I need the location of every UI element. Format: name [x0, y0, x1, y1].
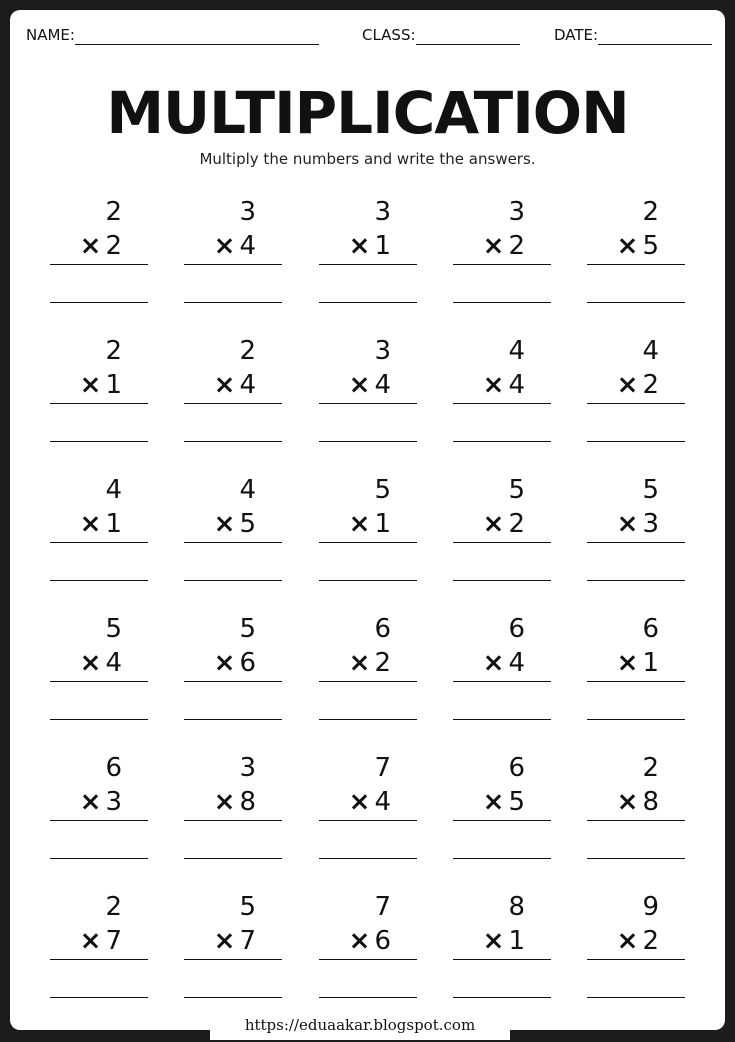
multiplier-row [214, 926, 256, 956]
times-sign: × [482, 231, 505, 261]
answer-line[interactable] [453, 441, 551, 442]
multiplier: 2 [374, 648, 391, 678]
multiplier: 8 [239, 787, 256, 817]
times-sign: × [616, 787, 639, 817]
multiplier-row [617, 926, 659, 956]
multiplier: 2 [642, 370, 659, 400]
equals-rule [184, 820, 282, 821]
multiplier-row [483, 648, 525, 678]
multiplier-row [214, 370, 256, 400]
answer-line[interactable] [50, 997, 148, 998]
answer-line[interactable] [453, 719, 551, 720]
multiplicand: 3 [239, 197, 256, 227]
multiplicand: 4 [105, 475, 122, 505]
multiplier-row [80, 509, 122, 539]
multiplier: 6 [374, 926, 391, 956]
equals-rule [184, 264, 282, 265]
multiplier: 1 [374, 509, 391, 539]
answer-line[interactable] [587, 441, 685, 442]
multiplicand: 7 [374, 892, 391, 922]
page-title: MULTIPLICATION [106, 79, 629, 147]
multiplier: 1 [642, 648, 659, 678]
multiplier-row [483, 926, 525, 956]
problem-item [453, 336, 551, 456]
problem-item [587, 475, 685, 595]
problem-item [453, 892, 551, 1012]
equals-rule [319, 403, 417, 404]
answer-line[interactable] [50, 719, 148, 720]
multiplicand: 9 [642, 892, 659, 922]
multiplicand: 6 [374, 614, 391, 644]
equals-rule [587, 542, 685, 543]
times-sign: × [348, 370, 371, 400]
problem-item [50, 753, 148, 873]
class-label: CLASS: [362, 26, 416, 44]
multiplier-row [483, 509, 525, 539]
multiplicand: 3 [508, 197, 525, 227]
multiplier-row [617, 787, 659, 817]
problem-item [184, 197, 282, 317]
equals-rule [319, 959, 417, 960]
equals-rule [50, 542, 148, 543]
times-sign: × [213, 509, 236, 539]
multiplier: 1 [105, 370, 122, 400]
answer-line[interactable] [319, 441, 417, 442]
multiplier-row [349, 648, 391, 678]
answer-line[interactable] [184, 580, 282, 581]
multiplier: 7 [239, 926, 256, 956]
times-sign: × [616, 926, 639, 956]
multiplicand: 4 [642, 336, 659, 366]
problem-item [50, 614, 148, 734]
multiplier-row [483, 787, 525, 817]
answer-line[interactable] [184, 441, 282, 442]
answer-line[interactable] [319, 719, 417, 720]
multiplicand: 4 [508, 336, 525, 366]
problem-item [50, 336, 148, 456]
name-label: NAME: [26, 26, 75, 44]
equals-rule [319, 264, 417, 265]
multiplier: 4 [508, 648, 525, 678]
multiplier-row [349, 370, 391, 400]
times-sign: × [616, 231, 639, 261]
problem-item [587, 892, 685, 1012]
multiplier-row [349, 509, 391, 539]
multiplier: 1 [508, 926, 525, 956]
multiplier: 7 [105, 926, 122, 956]
multiplicand: 3 [374, 197, 391, 227]
multiplier: 4 [374, 370, 391, 400]
multiplier-row [214, 648, 256, 678]
problem-item [587, 753, 685, 873]
problem-item [319, 475, 417, 595]
multiplier-row [349, 926, 391, 956]
problem-item [453, 197, 551, 317]
answer-line[interactable] [319, 580, 417, 581]
times-sign: × [79, 787, 102, 817]
times-sign: × [482, 509, 505, 539]
times-sign: × [213, 648, 236, 678]
multiplier: 1 [374, 231, 391, 261]
multiplicand: 6 [508, 614, 525, 644]
multiplier-row [214, 231, 256, 261]
answer-line[interactable] [184, 302, 282, 303]
equals-rule [453, 681, 551, 682]
equals-rule [50, 820, 148, 821]
times-sign: × [213, 231, 236, 261]
multiplicand: 2 [105, 892, 122, 922]
multiplicand: 2 [642, 197, 659, 227]
multiplicand: 5 [642, 475, 659, 505]
multiplier: 2 [642, 926, 659, 956]
equals-rule [50, 681, 148, 682]
times-sign: × [213, 370, 236, 400]
answer-line[interactable] [184, 719, 282, 720]
equals-rule [587, 403, 685, 404]
answer-line[interactable] [319, 302, 417, 303]
equals-rule [453, 403, 551, 404]
times-sign: × [348, 787, 371, 817]
multiplier-row [483, 231, 525, 261]
multiplicand: 5 [105, 614, 122, 644]
multiplicand: 5 [508, 475, 525, 505]
times-sign: × [348, 648, 371, 678]
problem-item [319, 753, 417, 873]
multiplicand: 5 [239, 892, 256, 922]
instructions: Multiply the numbers and write the answers. [199, 150, 536, 168]
multiplicand: 2 [239, 336, 256, 366]
date-label: DATE: [554, 26, 599, 44]
multiplicand: 8 [508, 892, 525, 922]
equals-rule [184, 542, 282, 543]
problem-item [184, 614, 282, 734]
answer-line[interactable] [319, 997, 417, 998]
multiplicand: 5 [239, 614, 256, 644]
problem-item [50, 197, 148, 317]
equals-rule [184, 959, 282, 960]
multiplier: 4 [239, 370, 256, 400]
worksheet-page [10, 10, 725, 1030]
multiplier-row [617, 370, 659, 400]
multiplier-row [349, 231, 391, 261]
multiplier: 4 [374, 787, 391, 817]
problem-item [184, 753, 282, 873]
multiplier: 1 [105, 509, 122, 539]
multiplier-row [80, 370, 122, 400]
multiplicand: 6 [508, 753, 525, 783]
answer-line[interactable] [453, 997, 551, 998]
times-sign: × [616, 509, 639, 539]
multiplicand: 2 [642, 753, 659, 783]
times-sign: × [482, 787, 505, 817]
multiplier-row [80, 787, 122, 817]
multiplier: 3 [105, 787, 122, 817]
answer-line[interactable] [50, 441, 148, 442]
multiplier: 2 [508, 231, 525, 261]
multiplier-row [483, 370, 525, 400]
problem-item [184, 892, 282, 1012]
multiplier: 3 [642, 509, 659, 539]
multiplier: 6 [239, 648, 256, 678]
multiplier: 4 [105, 648, 122, 678]
problem-item [184, 336, 282, 456]
multiplier-row [80, 926, 122, 956]
problem-item [50, 892, 148, 1012]
multiplier-row [617, 648, 659, 678]
multiplicand: 7 [374, 753, 391, 783]
answer-line[interactable] [587, 858, 685, 859]
times-sign: × [348, 231, 371, 261]
equals-rule [453, 542, 551, 543]
problem-item [319, 892, 417, 1012]
equals-rule [184, 681, 282, 682]
footer-url: https://eduaakar.blogspot.com [210, 1008, 510, 1040]
multiplier: 2 [508, 509, 525, 539]
times-sign: × [79, 231, 102, 261]
answer-line[interactable] [587, 719, 685, 720]
times-sign: × [79, 370, 102, 400]
equals-rule [319, 542, 417, 543]
equals-rule [319, 820, 417, 821]
multiplicand: 2 [105, 197, 122, 227]
times-sign: × [79, 648, 102, 678]
equals-rule [453, 820, 551, 821]
answer-line[interactable] [319, 858, 417, 859]
multiplicand: 3 [374, 336, 391, 366]
equals-rule [587, 681, 685, 682]
problem-item [587, 614, 685, 734]
times-sign: × [213, 787, 236, 817]
multiplicand: 2 [105, 336, 122, 366]
multiplier: 5 [642, 231, 659, 261]
answer-line[interactable] [50, 580, 148, 581]
answer-line[interactable] [50, 302, 148, 303]
answer-line[interactable] [184, 858, 282, 859]
multiplier: 5 [239, 509, 256, 539]
times-sign: × [482, 370, 505, 400]
multiplier: 2 [105, 231, 122, 261]
problem-item [453, 475, 551, 595]
answer-line[interactable] [453, 858, 551, 859]
times-sign: × [348, 509, 371, 539]
answer-line[interactable] [50, 858, 148, 859]
times-sign: × [482, 926, 505, 956]
multiplier: 4 [508, 370, 525, 400]
problem-item [453, 753, 551, 873]
times-sign: × [348, 926, 371, 956]
equals-rule [587, 820, 685, 821]
answer-line[interactable] [453, 580, 551, 581]
equals-rule [50, 959, 148, 960]
equals-rule [587, 959, 685, 960]
multiplicand: 6 [105, 753, 122, 783]
answer-line[interactable] [184, 997, 282, 998]
equals-rule [184, 403, 282, 404]
problem-item [453, 614, 551, 734]
problem-item [319, 614, 417, 734]
times-sign: × [482, 648, 505, 678]
times-sign: × [616, 370, 639, 400]
multiplier-row [214, 787, 256, 817]
problem-item [587, 197, 685, 317]
problem-item [319, 197, 417, 317]
multiplier-row [617, 231, 659, 261]
multiplicand: 3 [239, 753, 256, 783]
multiplier-row [349, 787, 391, 817]
multiplicand: 4 [239, 475, 256, 505]
times-sign: × [79, 509, 102, 539]
multiplier-row [214, 509, 256, 539]
times-sign: × [213, 926, 236, 956]
problem-grid [10, 10, 725, 1030]
problem-item [319, 336, 417, 456]
problem-item [587, 336, 685, 456]
multiplier-row [617, 509, 659, 539]
multiplier: 4 [239, 231, 256, 261]
multiplier-row [80, 648, 122, 678]
equals-rule [453, 959, 551, 960]
answer-line[interactable] [587, 997, 685, 998]
times-sign: × [79, 926, 102, 956]
answer-line[interactable] [587, 580, 685, 581]
multiplier-row [80, 231, 122, 261]
multiplier: 5 [508, 787, 525, 817]
multiplicand: 6 [642, 614, 659, 644]
equals-rule [587, 264, 685, 265]
equals-rule [453, 264, 551, 265]
multiplicand: 5 [374, 475, 391, 505]
answer-line[interactable] [453, 302, 551, 303]
answer-line[interactable] [587, 302, 685, 303]
equals-rule [50, 403, 148, 404]
problem-item [50, 475, 148, 595]
equals-rule [319, 681, 417, 682]
times-sign: × [616, 648, 639, 678]
equals-rule [50, 264, 148, 265]
problem-item [184, 475, 282, 595]
multiplier: 8 [642, 787, 659, 817]
